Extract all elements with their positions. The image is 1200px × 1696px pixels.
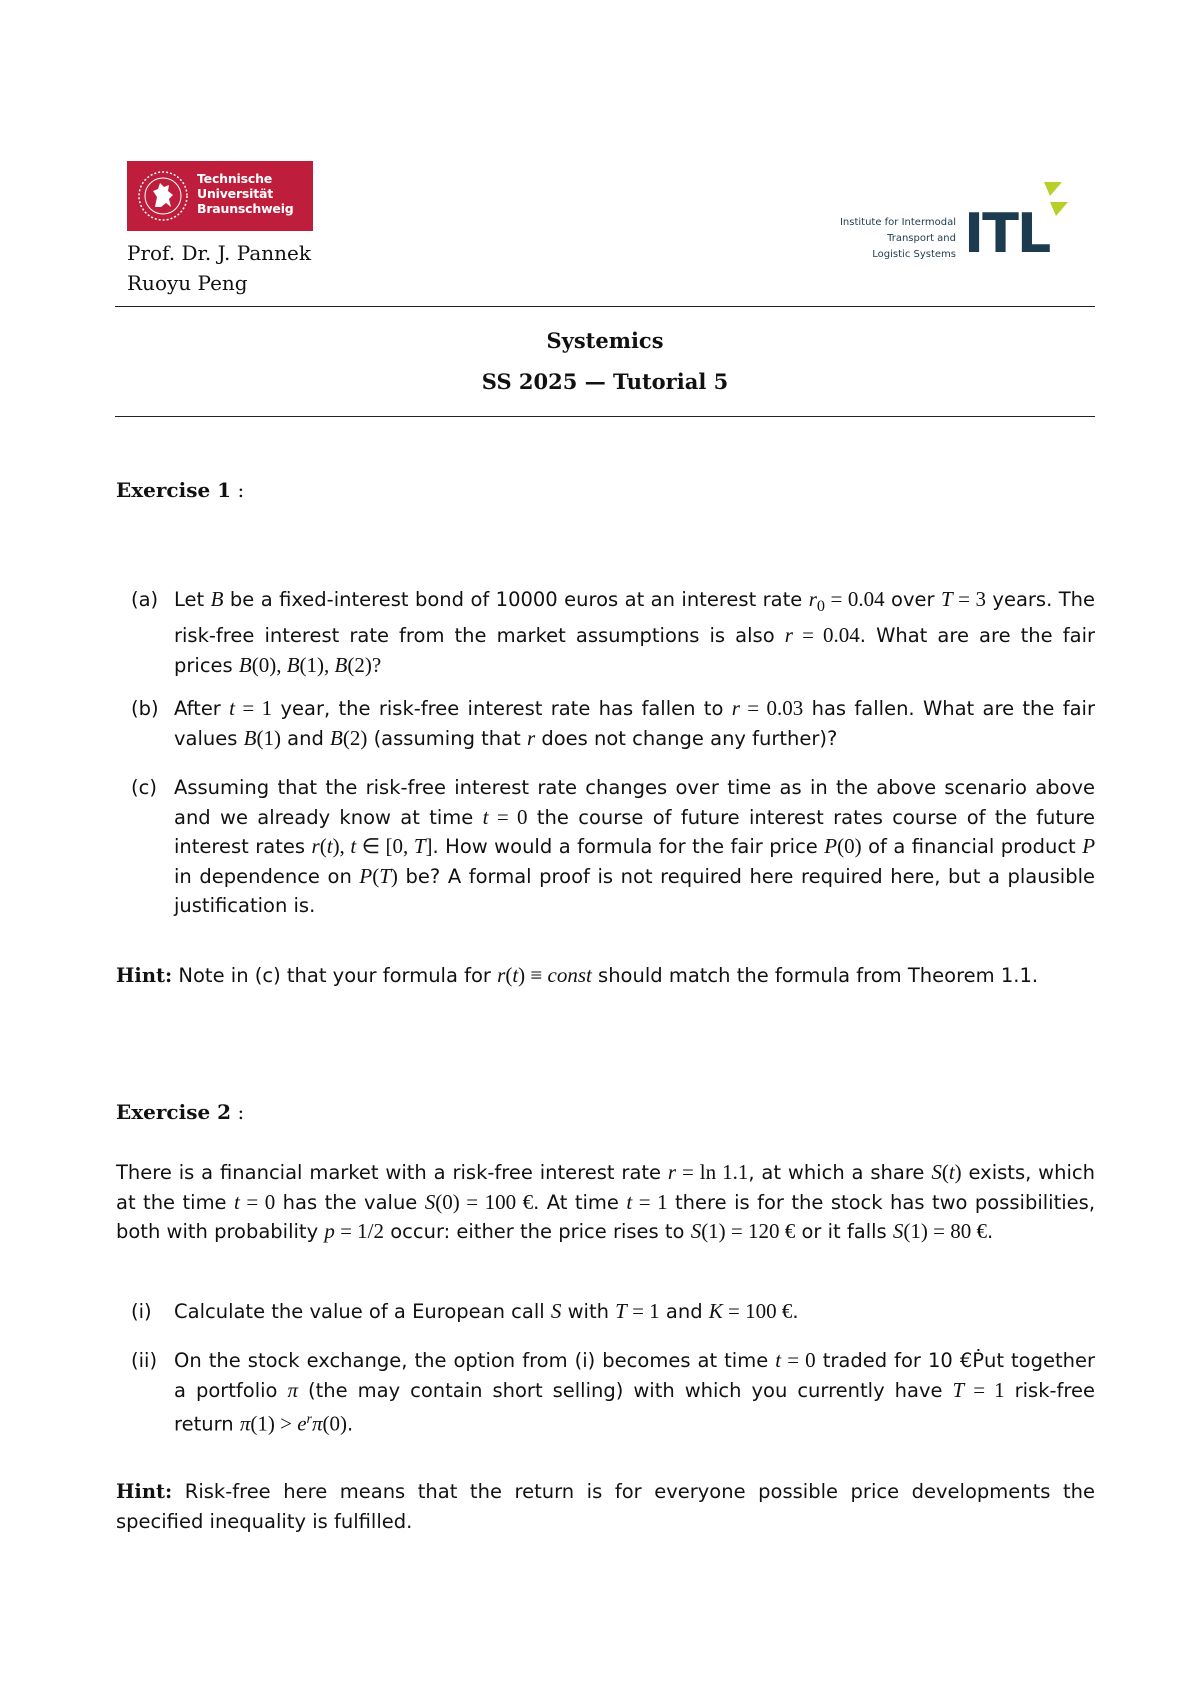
itl-mark-icon (964, 180, 1084, 260)
item-label: (i) (131, 1300, 152, 1323)
header-rule-top (115, 306, 1095, 307)
exercise-2-hint: Hint: Risk-free here means that the return is for everyone possible price developments the specified inequality is fulfilled. (116, 1480, 1095, 1533)
item-text: After t = 1 year, the risk-free interest rate has fallen to r = 0.03 has fallen. What are the fair values B(1) and B(2) (assuming that r does not change any further)? (174, 696, 1095, 750)
lion-crest-icon (137, 169, 189, 223)
exercise-2-item-i (131, 1297, 1095, 1327)
tutorial-subtitle: SS 2025 — Tutorial 5 (481, 369, 729, 394)
exercise-1-item-b (131, 694, 1095, 753)
institute-logo (838, 180, 1088, 260)
institute-caption-line-3: Logistic Systems (872, 249, 956, 260)
exercise-1-hint: Hint: Note in (c) that your formula for r(t) ≡ const should match the formula from Theorem 1.1. (116, 963, 1039, 987)
exercise-2-intro: There is a financial market with a risk-free interest rate r = ln 1.1, at which a share S(t) exists, which at the time t = 0 has the value S(0) = 100 €. At time t = 1 there is for the stock has two possibilities, both with probability p = 1/2 occur: either the price rises to S(1) = 120 € or it falls S(1) = 80 €. (116, 1160, 1096, 1243)
author-professor: Prof. Dr. J. Pannek (127, 241, 311, 265)
item-label: (ii) (131, 1349, 158, 1372)
item-text: Calculate the value of a European call S with T = 1 and K = 100 €. (174, 1299, 799, 1323)
item-label: (b) (131, 697, 159, 720)
header-rule-bottom (115, 416, 1095, 417)
item-label: (a) (131, 588, 159, 611)
item-text: Let B be a fixed-interest bond of 10000 euros at an interest rate $r_0 = 0.04$ over T = 3 years. The risk-free interest rate from the market assumptions is also r = 0.04. What are are the fair prices B(0), B(1), B(2)? (174, 587, 1095, 677)
institute-caption-line-1: Institute for Intermodal (839, 217, 956, 228)
author-tutor: Ruoyu Peng (127, 271, 248, 295)
exercise-1-item-c (131, 773, 1095, 921)
item-label: (c) (131, 776, 157, 799)
exercise-1-heading: Exercise 1 : (116, 478, 245, 502)
itl-acronym: ITL (964, 202, 1050, 260)
university-logo (127, 161, 313, 231)
authors (127, 238, 311, 298)
tu-logo-line-1: Technische (197, 171, 273, 186)
course-title: Systemics (546, 328, 664, 353)
institute-caption-line-2: Transport and (887, 233, 956, 244)
item-text: Assuming that the risk-free interest rate changes over time as in the above scenario above and we already know at time t = 0 the course of future interest rates course of the future interest rates r(t), t ∈ [0, T]. How would a formula for the fair price P(0) of a financial product P in dependence on P(T) be? A formal proof is not required here required here, but a plausible justification is. (174, 776, 1096, 917)
exercise-1-item-a (131, 585, 1095, 680)
exercise-2-item-ii (131, 1346, 1095, 1439)
institute-caption (838, 215, 956, 263)
exercise-2-heading: Exercise 2 : (116, 1100, 245, 1124)
item-text: On the stock exchange, the option from (i) becomes at time t = 0 traded for 10 €Ṗut together a portfolio π (the may contain short selling) with which you currently have T = 1 risk-free return $\pi(1) > e^r\pi(0)$. (174, 1348, 1096, 1436)
tu-logo-line-2: Universität (197, 186, 274, 201)
tu-logo-line-3: Braunschweig (197, 201, 294, 216)
